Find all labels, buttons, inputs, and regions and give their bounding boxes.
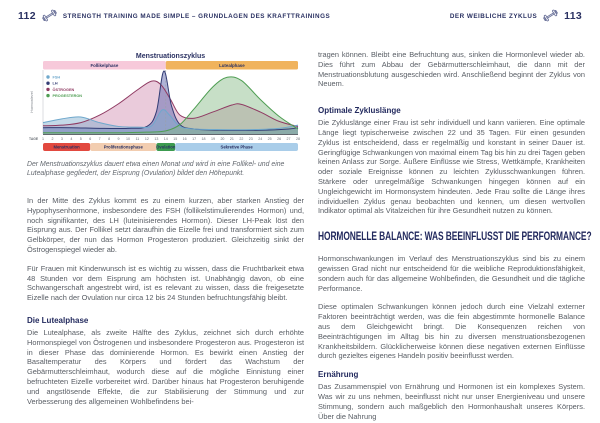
- svg-text:ÖSTROGEN: ÖSTROGEN: [52, 87, 75, 92]
- header-left: [18, 8, 330, 23]
- paragraph: In der Mitte des Zyklus kommt es zu einem kurzen, aber starken Anstieg der Hypophysenhormone, insbesondere des FSH (follikelstimulierendes Hormon) und, noch signifikanter, des LH (luteinisierendes Hormon). Dieser LH-Peak löst den Eisprung aus. Der Follikel setzt daraufhin die Eizelle frei und transformiert sich zum Gelbkörper, der nun das Hormon Progesteron produziert. Gleichzeitig sinkt der Östrogenspiegel wieder ab.: [27, 196, 304, 254]
- legend-dot: [46, 94, 49, 97]
- chart-caption: Der Menstruationszyklus dauert etwa einen Monat und wird in eine Follikel- und eine Lutealphase gegliedert, der Eisprung (Ovulation) bildet den Höhepunkt.: [27, 161, 285, 177]
- svg-text:13: 13: [154, 137, 159, 141]
- paragraph: Diese optimalen Schwankungen können jedoch durch eine Vielzahl externer Faktoren beeinträchtigt werden, was die fein abgestimmte hormonelle Balance aus dem Gleichgewicht bringt. Die Konsequenzen reichen von Beeinträchtigungen im Alltag bis hin zu diversen menstruationsbezogenen Krankheitsbildern. Glücklicherweise können diese negativen externen Einflüsse durch gezieltes eigenes Handeln positiv beeinflusst werden.: [318, 302, 585, 361]
- svg-text:28: 28: [296, 137, 300, 141]
- chart-title: Menstruationszyklus: [135, 53, 206, 60]
- svg-text:PROGESTERON: PROGESTERON: [52, 94, 83, 98]
- svg-text:LH: LH: [52, 81, 58, 86]
- svg-text:Ovulation: Ovulation: [156, 144, 176, 150]
- paragraph: Die Lutealphase, als zweite Hälfte des Zyklus, zeichnet sich durch erhöhte Hormonspiegel von Östrogenen und insbesondere Progesteron aus. Progesteron ist in dieser Phase das dominierende Hormon. Es bewirkt einen Anstieg der Basaltemperatur des Körpers und fördert das Wachstum der Gebärmutterschleimhaut, wodurch diese auf die mögliche Einnistung einer befruchteten Eizelle vorbereitet wird. Darüber hinaus hat Progesteron beruhigende und angstlösende Effekte, die zur Stabilisierung der Stimmung und zur Verbesserung des allgemeinen Wohlbefindens bei-: [27, 327, 304, 406]
- svg-text:Menstruation: Menstruation: [53, 144, 80, 150]
- svg-text:20: 20: [220, 137, 225, 141]
- svg-text:1: 1: [42, 137, 44, 141]
- svg-text:21: 21: [229, 137, 234, 141]
- paragraph: Die Zykluslänge einer Frau ist sehr individuell und kann variieren. Eine optimale Länge liegt typischerweise zwischen 22 und 35 Tagen. Für einen gesunden Zyklus ist entscheidend, dass er regelmäßig und konstant in seiner Dauer ist. Geringfügige Schwankungen von maximal einem Tag bis hin zu drei Tagen geben keinen Anlass zur Sorge. Äußere Einflüsse wie Stress, Wettkämpfe, Krankheiten oder soziale Ereignisse können zu leichten Zyklusschwankungen führen. Stärkere oder unregelmäßige Schwankungen hingegen können auf ein Ungleichgewicht im Hormonsystem hindeuten. Jede Frau sollte die Länge ihres individuellen Zyklus genau beobachten und kennen, um diesen wertvollen Indikator optimal als Vitalzeichen für ihre Gesundheit nutzen zu können.: [318, 118, 585, 216]
- svg-text:12: 12: [144, 137, 149, 141]
- subheading-lutealphase: Die Lutealphase: [27, 315, 89, 325]
- running-head-left: STRENGTH TRAINING MADE SIMPLE – GRUNDLAGEN DES KRAFTTRAININGS: [62, 13, 331, 20]
- right-page-column: [318, 50, 592, 421]
- svg-text:6: 6: [89, 137, 92, 141]
- paragraph: Für Frauen mit Kinderwunsch ist es wichtig zu wissen, dass die Fruchtbarkeit etwa 48 Stunden vor dem Eisprung am höchsten ist. Unabhängig davon, ob eine Schwangerschaft angestrebt wird, ist es relevant zu wissen, dass die freigesetzte Eizelle nach der Ovulation nur circa 12 bis 24 Stunden befruchtungsfähig bleibt.: [27, 263, 304, 303]
- svg-text:7: 7: [98, 137, 101, 141]
- subheading-ernaehrung: Ernährung: [318, 370, 359, 380]
- header-right: [450, 8, 582, 23]
- legend-dot: [46, 75, 49, 78]
- svg-text:23: 23: [248, 137, 253, 141]
- svg-text:19: 19: [211, 137, 215, 141]
- svg-text:Hormonlevel: Hormonlevel: [30, 91, 34, 113]
- svg-text:18: 18: [201, 137, 206, 141]
- svg-text:2: 2: [51, 137, 54, 141]
- svg-text:Follikelphase: Follikelphase: [90, 63, 119, 68]
- svg-text:24: 24: [258, 137, 263, 141]
- dumbbell-icon: [543, 8, 558, 23]
- dumbbell-icon: [42, 8, 57, 23]
- svg-text:5: 5: [79, 137, 82, 141]
- subheading-zykluslaenge: Optimale Zykluslänge: [318, 106, 401, 116]
- section-heading-text: HORMONELLE BALANCE: WAS BEEINFLUSST DIE PERFORMANCE?: [318, 230, 592, 244]
- paragraph: Hormonschwankungen im Verlauf des Menstruationszyklus sind bis zu einem gewissen Grad nicht nur entscheidend für die weibliche Reproduktionsfähigkeit, sondern auch für das allgemeine Wohlbefinden, die Gesundheit und die tägliche Performance.: [318, 254, 585, 293]
- svg-text:4: 4: [70, 137, 73, 141]
- page-number-right: 113: [564, 9, 582, 22]
- svg-text:11: 11: [135, 137, 140, 141]
- svg-text:Lutealphase: Lutealphase: [219, 63, 245, 68]
- svg-text:25: 25: [267, 137, 272, 141]
- svg-text:10: 10: [126, 137, 130, 141]
- svg-text:22: 22: [239, 137, 244, 141]
- svg-text:8: 8: [108, 137, 111, 141]
- svg-text:3: 3: [60, 137, 63, 141]
- page-number-left: 112: [18, 9, 36, 22]
- svg-text:27: 27: [286, 137, 291, 141]
- running-head-right: DER WEIBLICHE ZYKLUS: [449, 13, 538, 20]
- svg-text:TAGE: TAGE: [29, 137, 39, 141]
- paragraph: tragen können. Bleibt eine Befruchtung aus, sinken die Hormonlevel wieder ab. Dies führt zum Abbau der Gebärmutterschleimhaut, die dann mit der Menstruationsblutung ausgeschieden wird. Anschließend beginnt der Zyklus von Neuem.: [318, 50, 585, 89]
- legend-dot: [46, 88, 49, 91]
- svg-text:26: 26: [277, 137, 282, 141]
- svg-text:15: 15: [173, 137, 178, 141]
- svg-text:FSH: FSH: [52, 75, 61, 80]
- left-page-column: [27, 50, 304, 406]
- svg-text:Sekretive Phase: Sekretive Phase: [220, 144, 253, 150]
- menstruation-cycle-chart: [27, 50, 304, 156]
- svg-text:16: 16: [182, 137, 187, 141]
- svg-text:14: 14: [163, 137, 168, 141]
- legend-dot: [46, 82, 49, 85]
- paragraph: Das Zusammenspiel von Ernährung und Hormonen ist ein komplexes System. Was wir zu uns nehmen, beeinflusst nicht nur unser Energieniveau und unsere Stimmung, sondern auch maßgeblich den Hormonhaushalt unseres Körpers. Über die Nahrung: [318, 382, 585, 421]
- svg-text:9: 9: [117, 137, 120, 141]
- section-heading-hormonelle-balance: [318, 230, 592, 244]
- svg-text:17: 17: [192, 137, 197, 141]
- svg-text:Proliferationsphase: Proliferationsphase: [103, 144, 143, 150]
